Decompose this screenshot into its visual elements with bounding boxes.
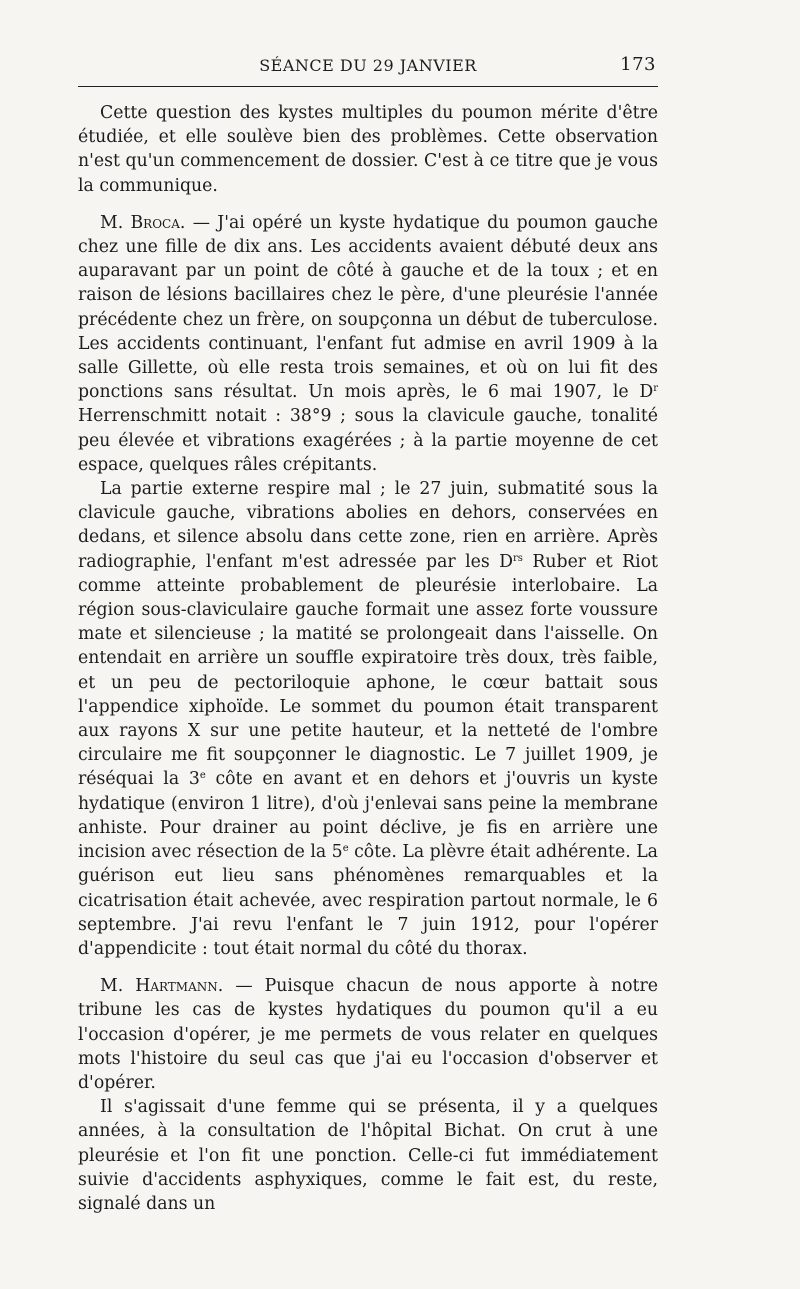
superscript: rs (513, 552, 523, 564)
paragraph-3 (78, 477, 658, 961)
speaker-name: M. Hartmann. (100, 976, 224, 997)
superscript: e (342, 843, 349, 855)
paragraph-text: — J'ai opéré un kyste hydatique du poumon gauche chez une fille de dix ans. Les accidents avaient débuté deux ans auparavant par un point de côté à gauche et de la toux ; et en raison de lésions bacillaires chez le père, d'une pleurésie l'année précédente chez un frère, on soupçonna un début de tuberculose. Les accidents continuant, l'enfant fut admise en avril 1909 à la salle Gillette, où elle resta trois semaines, et où on lui fit des ponctions sans résultat. Un mois après, le 6 mai 1907, le D (78, 212, 658, 403)
running-title: SÉANCE DU 29 JANVIER (259, 56, 477, 75)
superscript: e (199, 770, 206, 782)
paragraph-text: Ruber et Riot comme atteinte probablement de pleurésie interlobaire. La région sous-claviculaire gauche formait une assez forte voussure mate et silencieuse ; la matité se prolongeait dans l'aisselle. On entendait en arrière un souffle expiratoire très doux, très faible, et un peu de pectoriloquie aphone, le cœur battait sous l'appendice xiphoïde. Le sommet du poumon était transparent aux rayons X sur une petite hauteur, et la netteté de l'ombre circulaire me fit soupçonner le diagnostic. Le 7 juillet 1909, je réséquai la 3 (78, 551, 658, 790)
page-number: 173 (620, 54, 656, 75)
paragraph-broca (78, 211, 658, 477)
paragraph-text: Herrenschmitt notait : 38°9 ; sous la clavicule gauche, tonalité peu élevée et vibrations exagérées ; à la partie moyenne de cet espace, quelques râles crépitants. (78, 406, 658, 475)
paragraph-text: côte. La plèvre était adhérente. La guérison eut lieu sans phénomènes remarquables et la cicatrisation était achevée, avec respiration partout normale, le 6 septembre. J'ai revu l'enfant le 7 juin 1912, pour l'opérer d'appendicite : tout était normal du côté du thorax. (78, 842, 658, 959)
speaker-name: M. Broca. (100, 212, 186, 233)
paragraph-5: Il s'agissait d'une femme qui se présenta, il y a quelques années, à la consultation de l'hôpital Bichat. On crut à une pleurésie et l'on fit une ponction. Celle-ci fut immédiatement suivie d'accidents asphyxiques, comme le fait est, du reste, signalé dans un (78, 1097, 658, 1214)
paragraph-text: La partie externe respire mal ; le 27 juin, submatité sous la clavicule gauche, vibrations abolies en dehors, conservées en dedans, et silence absolu dans cette zone, rien en arrière. Après radiographie, l'enfant m'est adressée par les D (78, 479, 658, 572)
paragraph-text: — Puisque chacun de nous apporte à notre tribune les cas de kystes hydatiques du poumon qu'il a eu l'occasion d'opérer, je me permets de vous relater en quelques mots l'histoire du seul cas que j'ai eu l'occasion d'observer et d'opérer. (78, 976, 658, 1093)
header-rule (78, 86, 658, 87)
paragraph-1: Cette question des kystes multiples du poumon mérite d'être étudiée, et elle soulève bien des problèmes. Cette observation n'est qu'un commencement de dossier. C'est à ce titre que je vous la communique. (78, 103, 658, 196)
paragraph-text: côte en avant et en dehors et j'ouvris un kyste hydatique (environ 1 litre), d'où j'enlevai sans peine la membrane anhiste. Pour drainer au point déclive, je fis en arrière une incision avec résection de la 5 (78, 769, 658, 863)
running-header (78, 50, 658, 84)
book-page (78, 50, 658, 1216)
paragraph-hartmann (78, 974, 658, 1095)
superscript: r (653, 383, 658, 395)
